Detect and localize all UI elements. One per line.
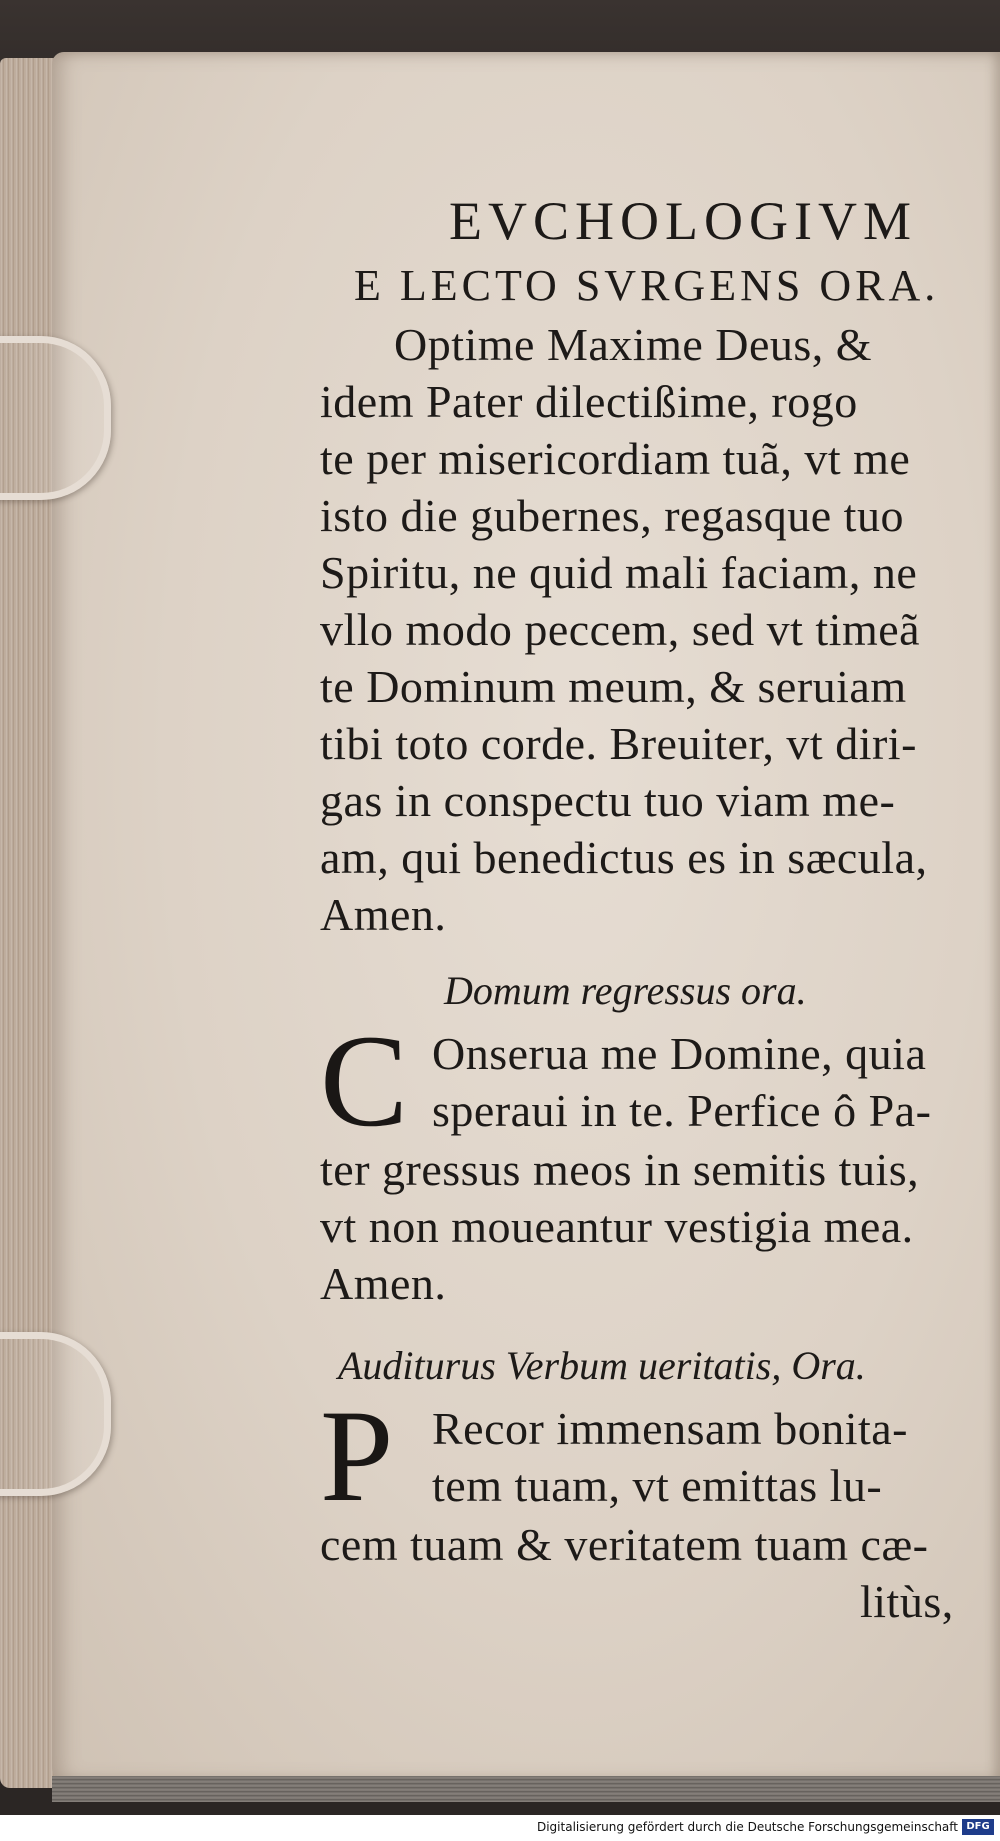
text-line: Onserua me Domine, quia — [432, 1028, 927, 1079]
drop-capital: P — [320, 1382, 394, 1529]
dfg-logo: DFG — [962, 1819, 994, 1835]
text-line: tem tuam, vt emittas lu- — [432, 1460, 883, 1511]
text-line: Amen. — [320, 889, 447, 940]
prayer-morning — [320, 316, 970, 943]
dropcap-paragraph — [320, 1382, 970, 1529]
text-line: Recor immensam bonita- — [432, 1403, 908, 1454]
prayer-word — [320, 1382, 970, 1630]
text-line: Spiritu, ne quid mali faciam, ne — [320, 547, 918, 598]
text-line: litùs, — [860, 1576, 954, 1627]
page-bottom-edge — [52, 1776, 1000, 1802]
text-line: am, qui benedictus es in sæcula, — [320, 832, 928, 883]
text-line: tibi toto corde. Breuiter, vt diri- — [320, 718, 917, 769]
text-line: idem Pater dilectißime, rogo — [320, 376, 858, 427]
section-heading-word: Auditurus Verbum ueritatis, Ora. — [338, 1343, 866, 1388]
page-text — [320, 190, 970, 1630]
section-heading-home: Domum regressus ora. — [444, 968, 807, 1013]
text-line: cem tuam & veritatem tuam cæ- — [320, 1519, 929, 1570]
text-line: speraui in te. Perfice ô Pa- — [432, 1085, 932, 1136]
text-line: Amen. — [320, 1258, 447, 1309]
dropcap-paragraph — [320, 1007, 970, 1154]
drop-capital: C — [320, 1007, 409, 1154]
text-line: vt non moueantur vestigia mea. — [320, 1201, 914, 1252]
footer-credit: Digitalisierung gefördert durch die Deutsche Forschungsgemeinschaft — [536, 1820, 958, 1834]
text-line: ter gressus meos in semitis tuis, — [320, 1144, 920, 1195]
page-heading: EVCHOLOGIVM — [449, 191, 917, 251]
text-line: isto die gubernes, regasque tuo — [320, 490, 904, 541]
text-line: te Dominum meum, & seruiam — [320, 661, 907, 712]
prayer-home — [320, 1007, 970, 1312]
text-line: vllo modo peccem, sed vt timeã — [320, 604, 921, 655]
footer-bar — [0, 1815, 1000, 1841]
prayer-title: E LECTO SVRGENS ORA. — [354, 261, 940, 310]
text-line: gas in conspectu tuo viam me- — [320, 775, 896, 826]
text-line: Optime Maxime Deus, & — [394, 319, 873, 370]
text-line: te per misericordiam tuã, vt me — [320, 433, 911, 484]
